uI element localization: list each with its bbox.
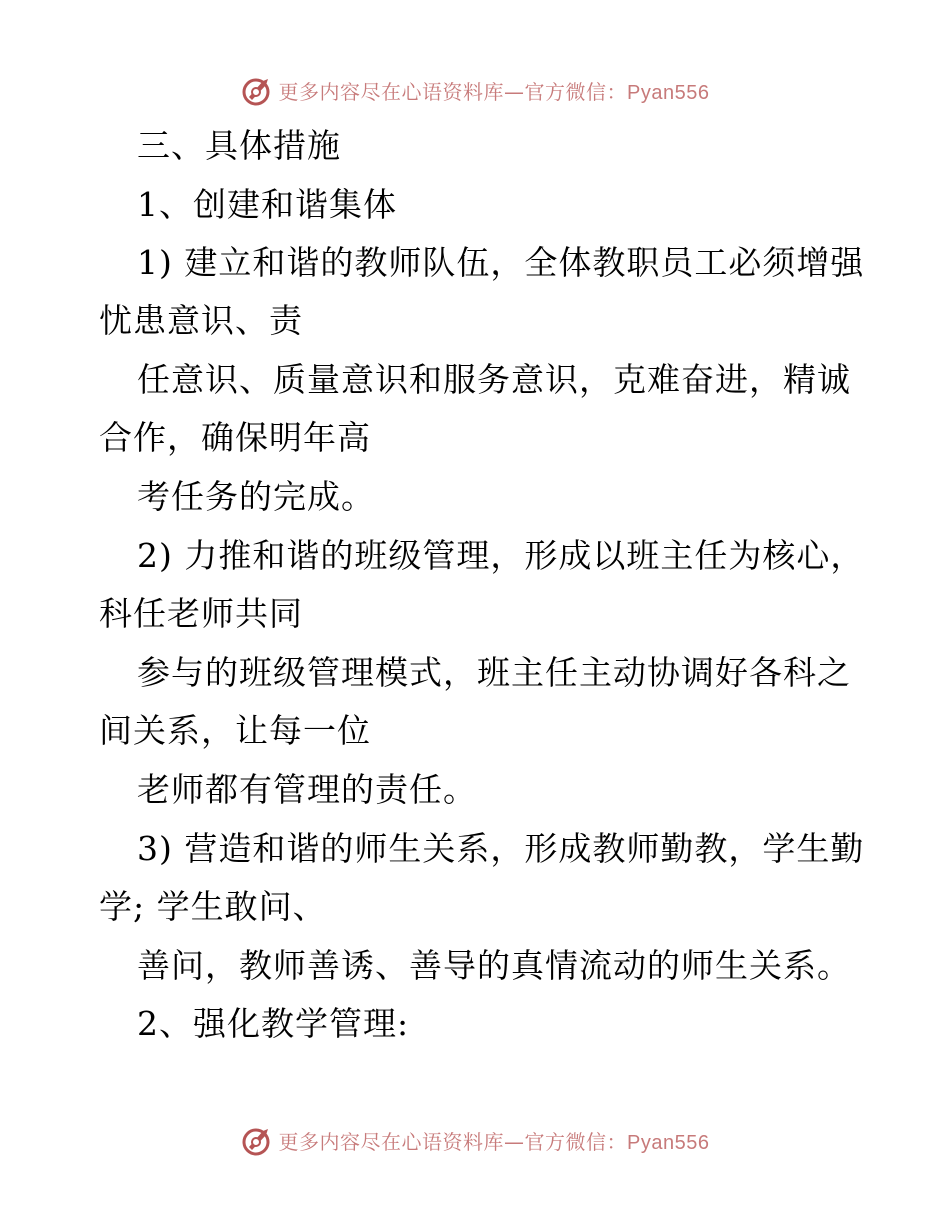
watermark-official: 官方微信： [524, 1129, 628, 1154]
pen-logo-icon [241, 73, 275, 107]
watermark-text [279, 1126, 710, 1155]
subsection-heading: 2、强化教学管理: [137, 1004, 410, 1043]
paragraph-line: 合作，确保明年高 [99, 418, 371, 457]
paragraph-line: 任意识、质量意识和服务意识，克难奋进，精诚 [137, 360, 851, 399]
paragraph-line: 学; 学生敢问、 [99, 887, 327, 926]
paragraph-line: 考任务的完成。 [137, 477, 375, 516]
footer-watermark [0, 1120, 950, 1160]
watermark-main: 更多内容尽在心语资料库 [278, 1129, 505, 1154]
paragraph-line: 老师都有管理的责任。 [137, 770, 477, 809]
watermark-wechat-id: Pyan556 [627, 81, 710, 104]
paragraph-line: 忧患意识、责 [99, 301, 303, 340]
pen-logo-icon [241, 1123, 275, 1157]
section-heading: 三、具体措施 [137, 126, 341, 165]
watermark-wechat-id: Pyan556 [627, 1131, 710, 1154]
subsection-heading: 1、创建和谐集体 [137, 185, 397, 224]
paragraph-line: 2) 力推和谐的班级管理，形成以班主任为核心， [137, 536, 865, 575]
paragraph-line: 间关系，让每一位 [99, 711, 371, 750]
watermark-text [279, 76, 710, 105]
paragraph-line: 善问，教师善诱、善导的真情流动的师生关系。 [137, 946, 851, 985]
watermark-main: 更多内容尽在心语资料库 [278, 79, 505, 104]
header-watermark [0, 70, 950, 110]
paragraph-line: 3) 营造和谐的师生关系，形成教师勤教，学生勤 [137, 829, 865, 868]
paragraph-line: 参与的班级管理模式，班主任主动协调好各科之 [137, 653, 851, 692]
watermark-official: 官方微信： [524, 79, 628, 104]
paragraph-line: 1) 建立和谐的教师队伍，全体教职员工必须增强 [137, 243, 865, 282]
watermark-separator: — [504, 1129, 525, 1154]
paragraph-line: 科任老师共同 [99, 594, 303, 633]
watermark-separator: — [504, 79, 525, 104]
